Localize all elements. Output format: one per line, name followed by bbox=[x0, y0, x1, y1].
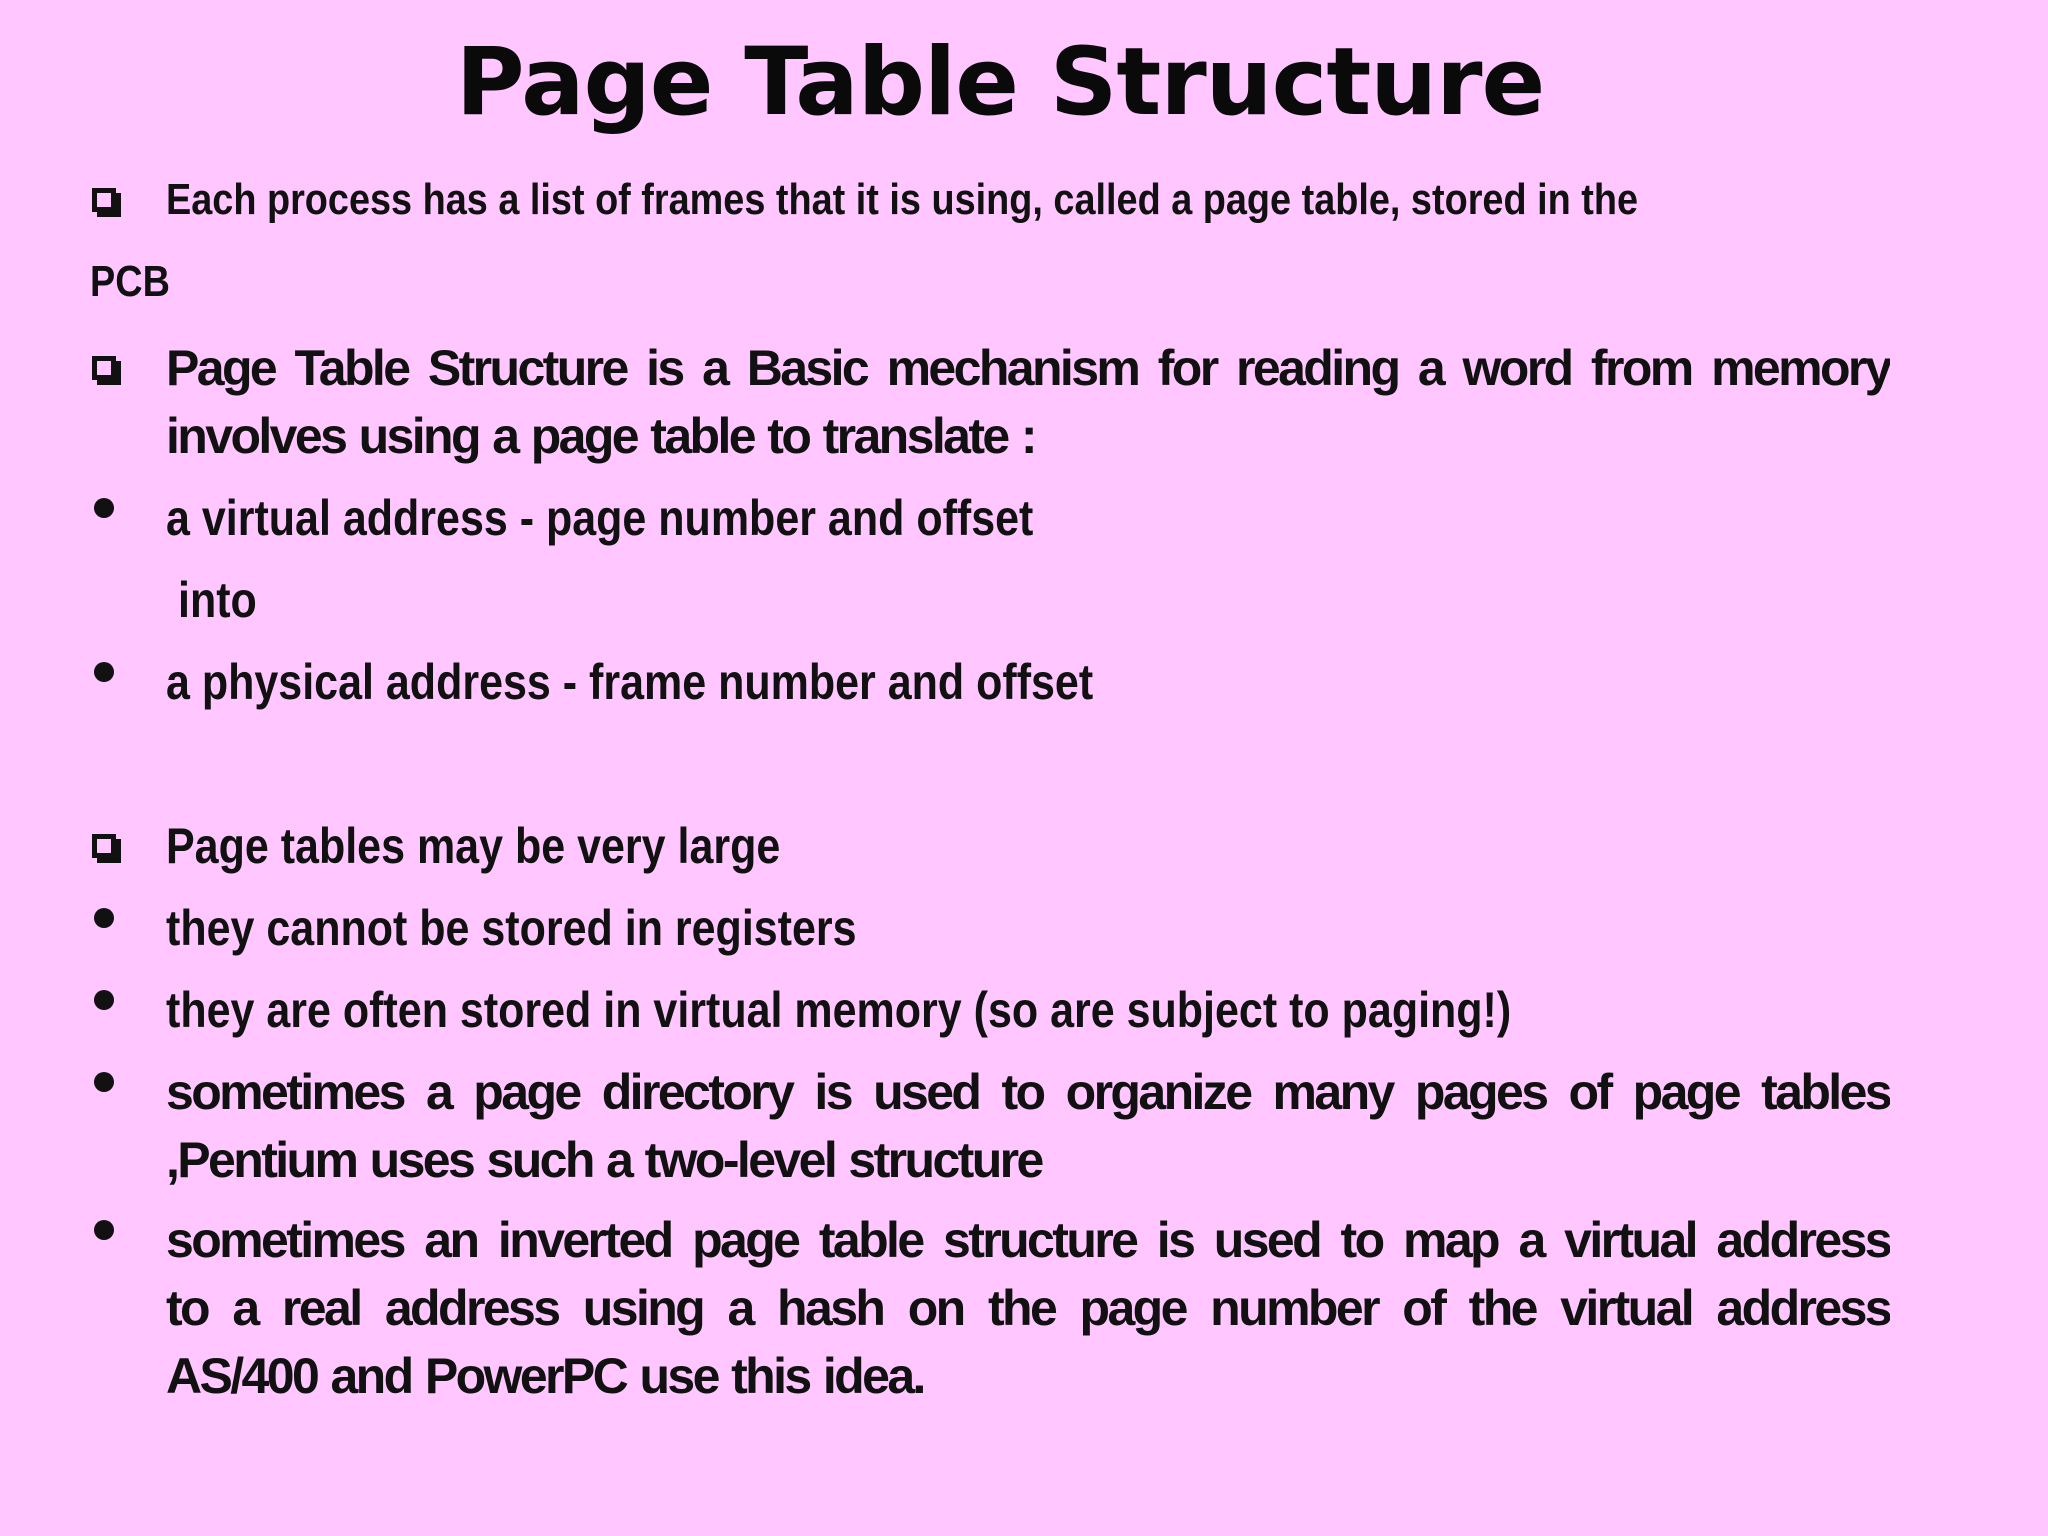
checkbox-icon bbox=[92, 356, 116, 380]
item-9-text bbox=[166, 1206, 1890, 1410]
item-7-line-0: they are often stored in virtual memory (so are subject to paging!) bbox=[166, 982, 1512, 1038]
item-6-line-0: they cannot be stored in registers bbox=[166, 900, 857, 956]
bullet-icon bbox=[94, 662, 114, 682]
item-0-line-0: Each process has a list of frames that it is using, called a page table, stored in the bbox=[166, 175, 1638, 224]
bullet-icon bbox=[94, 990, 114, 1010]
item-4-line-0: a physical address - frame number and offset bbox=[166, 654, 1094, 710]
item-5-line-0: Page tables may be very large bbox=[166, 818, 781, 874]
checkbox-icon bbox=[92, 188, 116, 212]
bullet-icon bbox=[94, 1072, 114, 1092]
item-8-text bbox=[166, 1058, 1890, 1194]
item-3-line-0: into bbox=[178, 572, 257, 628]
item-1-text bbox=[166, 334, 1890, 470]
slide-title: Page Table Structure bbox=[455, 28, 1545, 137]
item-9-line-0: sometimes an inverted page table structure is used to map a virtual address bbox=[166, 1212, 1890, 1268]
checkbox-icon bbox=[92, 834, 116, 858]
item-9-line-2: AS/400 and PowerPC use this idea. bbox=[166, 1348, 924, 1404]
bullet-icon bbox=[94, 908, 114, 928]
item-1-line-1: involves using a page table to translate : bbox=[166, 408, 1035, 464]
item-0-line-1: PCB bbox=[90, 257, 170, 306]
bullet-icon bbox=[94, 1220, 114, 1240]
item-9-line-1: to a real address using a hash on the page number of the virtual address bbox=[166, 1280, 1890, 1336]
item-8-line-1: ,Pentium uses such a two-level structure bbox=[166, 1132, 1042, 1188]
item-8-line-0: sometimes a page directory is used to organize many pages of page tables bbox=[166, 1064, 1890, 1120]
item-2-line-0: a virtual address - page number and offset bbox=[166, 490, 1034, 546]
item-1-line-0: Page Table Structure is a Basic mechanism for reading a word from memory bbox=[166, 340, 1890, 396]
bullet-icon bbox=[94, 498, 114, 518]
